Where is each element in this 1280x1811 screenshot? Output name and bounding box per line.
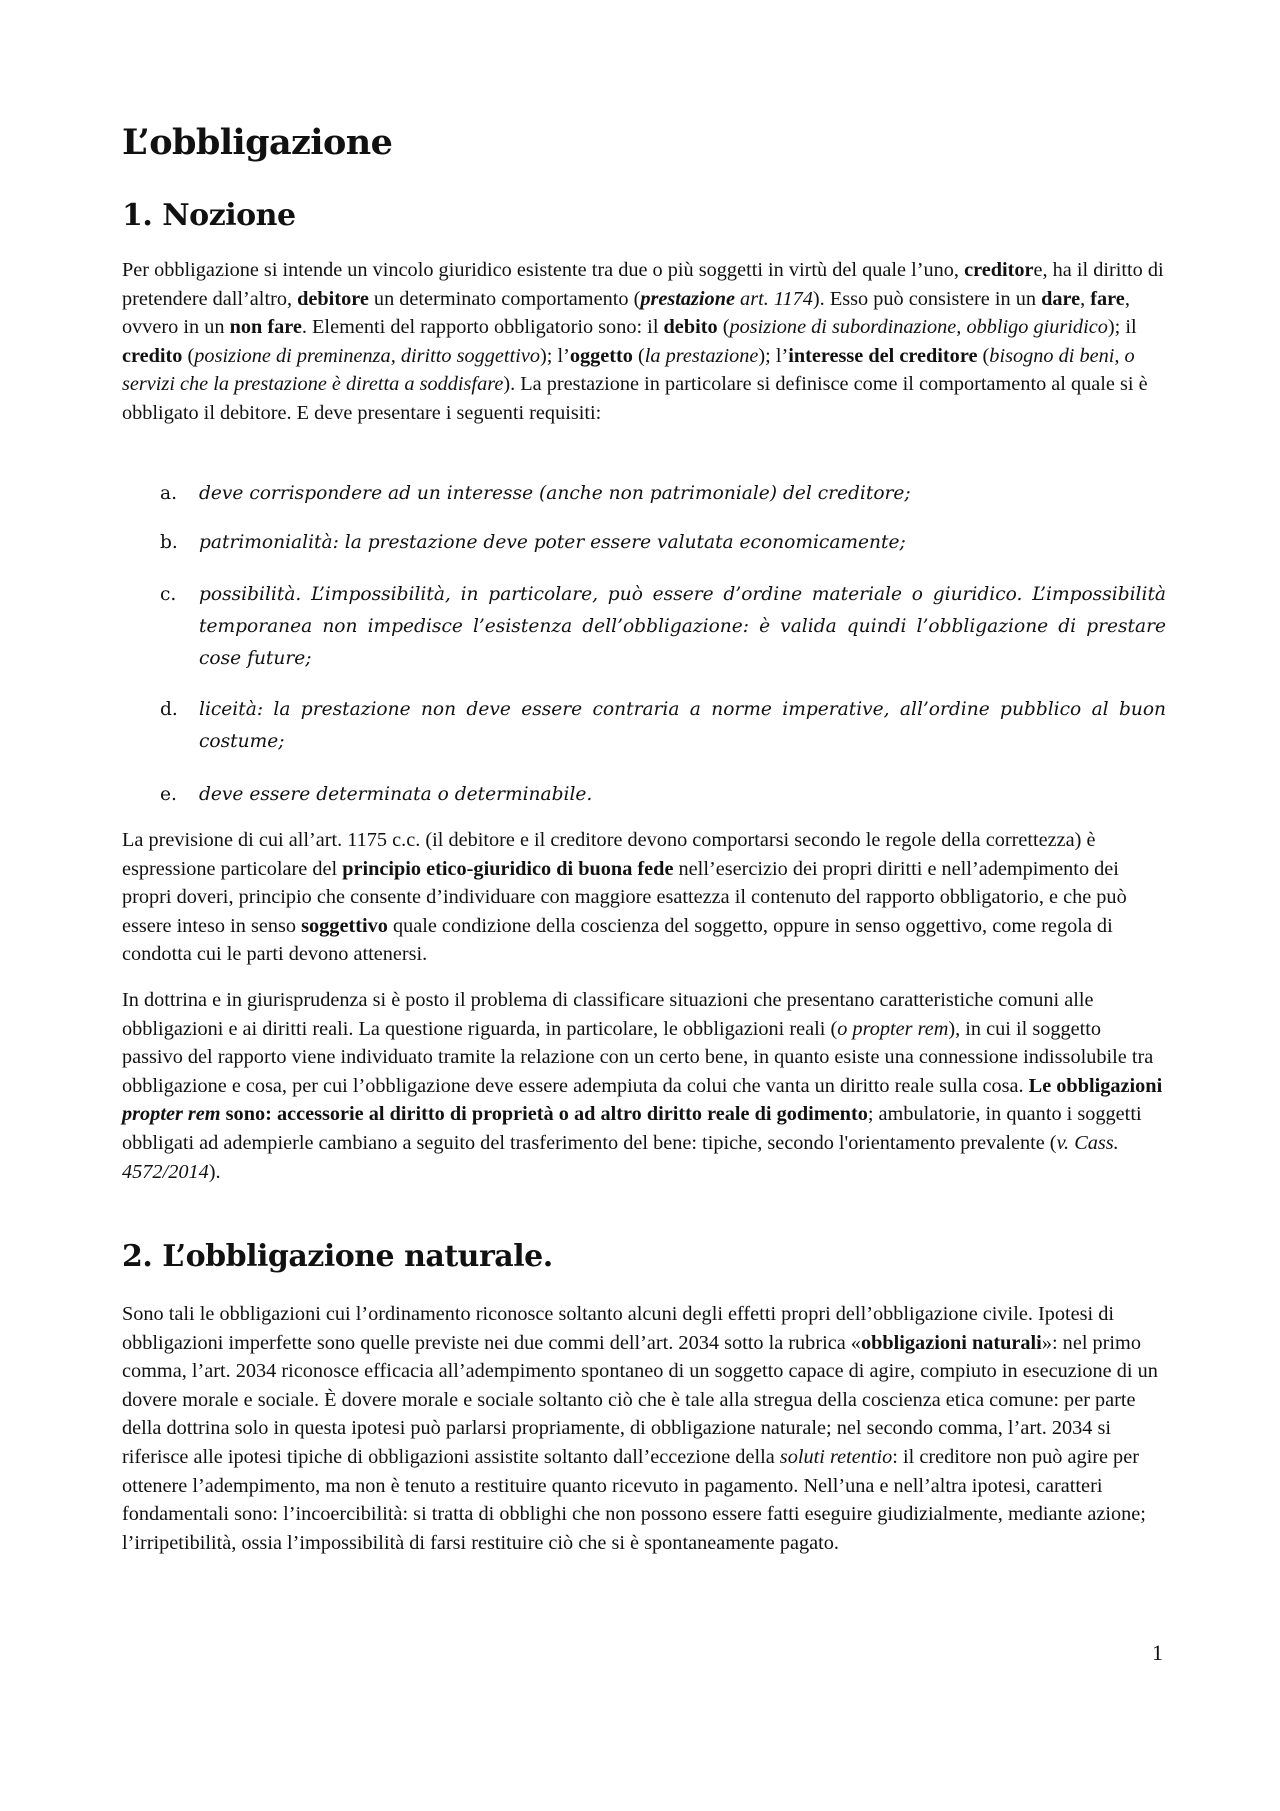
emphasis-text: non fare (229, 316, 302, 339)
paragraph-definition (122, 256, 1166, 428)
page-number: 1 (1152, 1640, 1163, 1665)
text-run: ( (632, 344, 645, 367)
emphasis-text: sono: accessorie al diritto di proprietà o ad altro diritto reale di godimento (220, 1103, 868, 1126)
emphasis-text: la prestazione (644, 344, 759, 367)
list-marker: c. (160, 584, 177, 605)
list-marker: e. (160, 784, 177, 805)
text-run: ). La prestazione in particolare si definisce come il comportamento al quale si è obbligato il debitore. E deve presentare i seguenti requisiti: (122, 373, 1148, 424)
text-run: La previsione di cui all’art. 1175 c.c. (il debitore e il creditore devono comportarsi secondo le regole della correttezza) è espressione particolare del (122, 829, 1096, 880)
paragraph-natural-obligation (122, 1300, 1166, 1557)
emphasis-text: bisogno di beni, o servizi che la prestazione è diretta a soddisfare (122, 344, 1135, 396)
text-run: , (1080, 287, 1091, 310)
emphasis-text: credito (122, 344, 183, 367)
text-run: nell’esercizio dei propri diritti e nell’adempimento dei propri doveri, principio che consente d’individuare con maggiore esattezza il contenuto del rapporto obbligatorio, e che può essere inteso in senso (122, 857, 1127, 937)
list-text: deve corrispondere ad un interesse (anche non patrimoniale) del creditore; (199, 483, 911, 504)
text-run: ). Esso può consistere in un (812, 287, 1042, 310)
list-text: deve essere determinata o determinabile. (199, 784, 593, 805)
text-run: ); l’ (539, 344, 570, 367)
text-run: quale condizione della coscienza del soggetto, oppure in senso oggettivo, come regola di condotta cui le parti devono attenersi. (122, 914, 1113, 966)
emphasis-text: obbligazioni naturali (860, 1331, 1042, 1354)
emphasis-text: posizione di subordinazione, obbligo giuridico (729, 316, 1108, 339)
list-marker: d. (160, 699, 178, 720)
list-text: possibilità. L’impossibilità, in particolare, può essere d’ordine materiale o giuridico. L’impossibilità temporanea non impedisce l’esistenza dell’obbligazione: è valida quindi l’obbligazione di prestare cose future; (199, 584, 1166, 669)
emphasis-text: dare (1041, 287, 1081, 310)
text-run: un determinato comportamento ( (368, 287, 641, 310)
text-run: »: nel primo comma, l’art. 2034 riconosce efficacia all’adempimento spontaneo di un soggetto capace di agire, compiuto in esecuzione di un dovere morale e sociale. È dovere morale e sociale soltanto ciò che è tale alla stregua della coscienza etica comune: per parte della dottrina solo in questa ipotesi può parlarsi propriamente, di obbligazione naturale; nel secondo comma, l’art. 2034 si riferisce alle ipotesi tipiche di obbligazioni assistite soltanto dall’eccezione della (122, 1331, 1158, 1468)
emphasis-text: creditor (964, 259, 1034, 281)
emphasis-text: prestazione (640, 287, 735, 310)
text-run: e, ha il diritto di pretendere dall’altro, (122, 259, 1164, 310)
emphasis-text: propter rem (122, 1103, 221, 1126)
text-run: . Elementi del rapporto obbligatorio sono: il (301, 316, 664, 339)
section-heading-nozione: 1. Nozione (122, 198, 296, 233)
text-run: ( (717, 316, 730, 339)
emphasis-text: fare (1090, 287, 1125, 310)
emphasis-text: principio etico-giuridico di buona fede (342, 857, 674, 880)
emphasis-text: soggettivo (301, 914, 388, 937)
text-run: Per obbligazione si intende un vincolo giuridico esistente tra due o più soggetti in virtù del quale l’uno, (122, 259, 965, 281)
emphasis-text: art. 1174 (734, 287, 813, 310)
section-heading-natural-obligation: 2. L’obbligazione naturale. (122, 1239, 553, 1274)
text-run: In dottrina e in giurisprudenza si è posto il problema di classificare situazioni che presentano caratteristiche comuni alle obbligazioni e ai diritti reali. La questione riguarda, in particolare, le obbligazioni reali ( (122, 989, 1094, 1040)
text-run: ). (208, 1160, 221, 1183)
text-run: Sono tali le obbligazioni cui l’ordinamento riconosce soltanto alcuni degli effetti propri dell’obbligazione civile. Ipotesi di obbligazioni imperfette sono quelle previste nei due commi dell’art. 2034 sotto la rubrica « (122, 1303, 1115, 1354)
paragraph-propter-rem (122, 986, 1166, 1186)
emphasis-text: debito (663, 316, 718, 339)
emphasis-text: v. Cass. 4572/2014 (122, 1131, 1119, 1183)
text-run: ); l’ (758, 344, 789, 367)
paragraph-good-faith (122, 826, 1166, 969)
text-run: : il creditore non può agire per ottenere l’adempimento, ma non è tenuto a restituire quanto ricevuto in pagamento. Nell’una e nell’altra ipotesi, caratteri fondamentali sono: l’incoercibilità: si tratta di obblighi che non possono essere fatti eseguire giudizialmente, mediante azione; l’irripetibilità, ossia l’impossibilità di farsi restituire ciò che si è spontaneamente pagato. (122, 1445, 1146, 1554)
text-run: ; ambulatorie, in quanto i soggetti obbligati ad adempierle cambiano a seguito del trasferimento del bene: tipiche, secondo l'orientamento prevalente ( (122, 1103, 1142, 1154)
text-run: ), in cui il soggetto passivo del rapporto viene individuato tramite la relazione con un certo bene, in quanto esiste una connessione indissolubile tra obbligazione e cosa, per cui l’obbligazione deve essere adempiuta da colui che vanta un diritto reale sulla cosa. (122, 1017, 1154, 1097)
emphasis-text: soluti retentio (779, 1445, 893, 1468)
emphasis-text: interesse del creditore (788, 344, 978, 367)
text-run: ); il (1107, 316, 1137, 339)
document-title: L’obbligazione (122, 122, 393, 163)
text-run: ( (977, 344, 990, 367)
list-text: patrimonialità: la prestazione deve poter essere valutata economicamente; (199, 532, 906, 553)
list-text: liceità: la prestazione non deve essere contraria a norme imperative, all’ordine pubblico al buon costume; (199, 699, 1166, 752)
emphasis-text: Le obbligazioni (1028, 1074, 1163, 1097)
emphasis-text: oggetto (569, 344, 633, 367)
emphasis-text: debitore (297, 287, 369, 310)
list-marker: a. (160, 483, 177, 504)
list-marker: b. (160, 532, 178, 553)
text-run: , ovvero in un (122, 287, 1130, 339)
emphasis-text: o propter rem (837, 1017, 949, 1040)
emphasis-text: posizione di preminenza, diritto soggettivo (194, 344, 540, 367)
text-run: ( (182, 344, 195, 367)
